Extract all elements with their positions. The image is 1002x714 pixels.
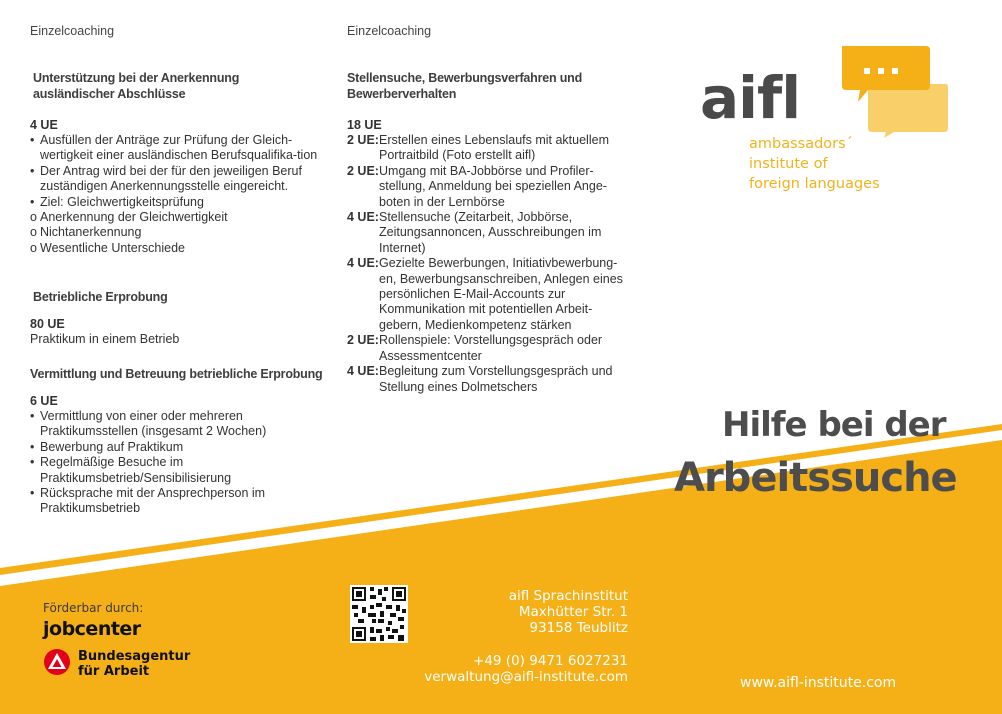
list-item: • Vermittlung von einer oder mehreren Praktikumsstellen (insgesamt 2 Wochen) xyxy=(30,409,310,440)
qr-code-icon xyxy=(350,585,408,643)
placement-list xyxy=(30,409,310,517)
left-column-label: Einzelcoaching xyxy=(30,24,115,38)
step-text: Gezielte Bewerbungen, Initiativbewerbung-en, Bewerbungsanschreiben, Anlegen eines persönlichen E-Mail-Accounts zur Kommunikation mit potentiellen Arbeit-gebern, Medienkompetenz stärken xyxy=(379,256,623,332)
list-item: o Anerkennung der Gleichwertigkeit xyxy=(30,210,320,225)
list-item: • Bewerbung auf Praktikum xyxy=(30,440,310,455)
list-item: • Rücksprache mit der Ansprechperson im Praktikumsbetrieb xyxy=(30,486,310,517)
step-ue: 2 UE: xyxy=(347,133,379,147)
title-line-1: Hilfe bei der xyxy=(722,405,946,445)
title-line-2: Arbeitssuche xyxy=(674,455,957,501)
list-item: o Nichtanerkennung xyxy=(30,225,320,240)
section-ue-placement: 6 UE xyxy=(30,394,58,408)
list-item xyxy=(347,210,629,256)
funding-label: Förderbar durch: xyxy=(43,601,144,615)
step-text: Rollenspiele: Vorstellungsgespräch oder Assessmentcenter xyxy=(379,333,603,363)
list-item: o Wesentliche Unterschiede xyxy=(30,241,320,256)
step-text: Erstellen eines Lebenslaufs mit aktuellem Portraitbild (Foto erstellt aifl) xyxy=(379,133,609,163)
website-link[interactable]: www.aifl-institute.com xyxy=(740,675,897,691)
section-ue-jobsearch: 18 UE xyxy=(347,118,382,132)
ba-logo-icon xyxy=(43,648,71,676)
logo-wordmark: aifl xyxy=(700,64,801,132)
section-heading-trial: Betriebliche Erprobung xyxy=(33,290,168,304)
section-heading-jobsearch: Stellensuche, Bewerbungsverfahren und Bewerberverhalten xyxy=(347,71,583,101)
speech-bubbles-icon xyxy=(838,42,950,138)
step-text: Begleitung zum Vorstellungsgespräch und Stellung eines Dolmetschers xyxy=(379,364,613,394)
list-item: • Ziel: Gleichwertigkeitsprüfung xyxy=(30,195,320,210)
contact-block xyxy=(380,653,628,685)
section-heading-recognition: Unterstützung bei der Anerkennung ausländischer Abschlüsse xyxy=(33,71,240,101)
list-item: • Ausfüllen der Anträge zur Prüfung der Gleich-wertigkeit einer ausländischen Berufsqualifika-tion xyxy=(30,133,320,164)
list-item: • Der Antrag wird bei der für den jeweiligen Beruf zuständigen Anerkennungsstelle eingereicht. xyxy=(30,164,320,195)
address-block xyxy=(420,588,628,636)
ba-logo-text: Bundesagentur für Arbeit xyxy=(78,649,191,679)
email-link[interactable]: verwaltung@aifl-institute.com xyxy=(424,669,628,685)
section-text-trial: Praktikum in einem Betrieb xyxy=(30,332,180,346)
address-line: 93158 Teublitz xyxy=(529,620,628,636)
step-text: Umgang mit BA-Jobbörse und Profiler-stellung, Anmeldung bei speziellen Ange-boten in der Lernbörse xyxy=(379,163,607,209)
step-ue: 4 UE: xyxy=(347,210,379,225)
list-item xyxy=(347,133,629,164)
step-text: Stellensuche (Zeitarbeit, Jobbörse, Zeitungsannoncen, Ausschreibungen im Internet) xyxy=(379,210,602,255)
section-heading-placement: Vermittlung und Betreuung betriebliche Erprobung xyxy=(30,367,323,381)
address-line: Maxhütter Str. 1 xyxy=(518,604,628,620)
step-ue: 2 UE: xyxy=(347,333,379,348)
step-ue: 4 UE: xyxy=(347,364,379,379)
jobcenter-logo: jobcenter xyxy=(43,618,141,640)
phone-number: +49 (0) 9471 6027231 xyxy=(473,653,628,669)
address-line: aifl Sprachinstitut xyxy=(508,588,628,604)
logo-tagline: ambassadors´ institute of foreign languages xyxy=(749,136,880,192)
recognition-list xyxy=(30,133,320,256)
step-ue: 2 UE: xyxy=(347,163,379,178)
middle-column-label: Einzelcoaching xyxy=(347,24,432,38)
list-item xyxy=(347,333,629,364)
list-item xyxy=(347,364,629,395)
step-ue: 4 UE: xyxy=(347,256,379,271)
section-ue-recognition: 4 UE xyxy=(30,118,58,132)
list-item xyxy=(347,256,629,333)
list-item: • Regelmäßige Besuche im Praktikumsbetrieb/Sensibilisierung xyxy=(30,455,310,486)
list-item xyxy=(347,164,629,210)
section-ue-trial: 80 UE xyxy=(30,317,65,331)
jobsearch-steps xyxy=(347,133,629,395)
